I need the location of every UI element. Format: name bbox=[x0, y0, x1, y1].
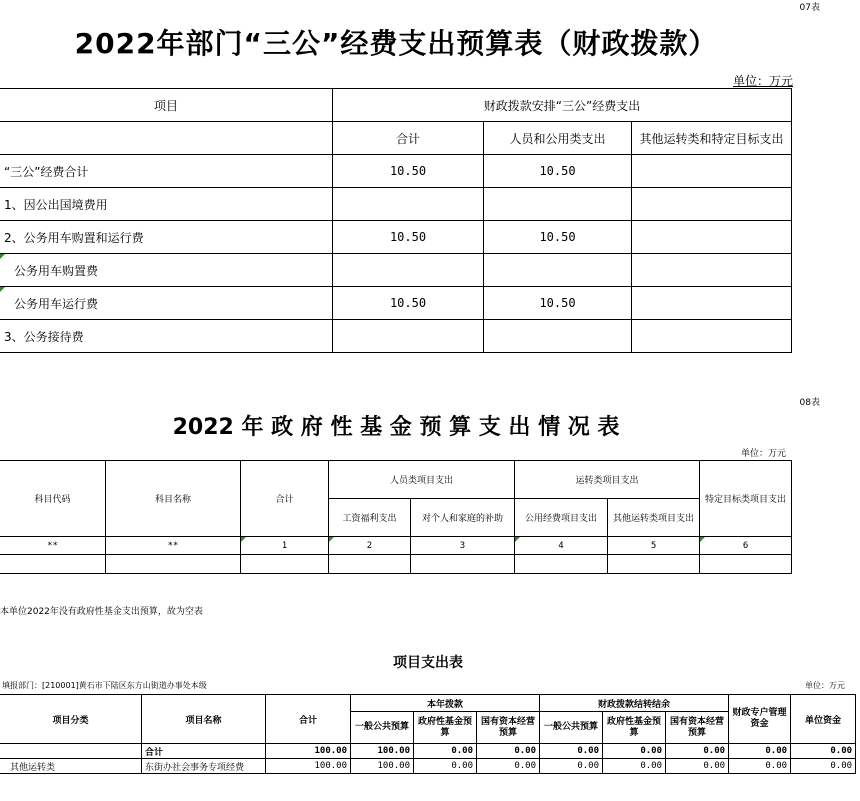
empty-cell bbox=[515, 555, 608, 574]
row-name: 3、公务接待费 bbox=[0, 320, 333, 353]
header-govfund: 政府性基金预算 bbox=[603, 712, 666, 744]
header-general: 一般公共预算 bbox=[540, 712, 603, 744]
row-total: 10.50 bbox=[333, 155, 484, 188]
row-other bbox=[632, 155, 792, 188]
row-personnel bbox=[484, 254, 632, 287]
table-row bbox=[0, 759, 856, 774]
row-personnel bbox=[484, 188, 632, 221]
header-transfer: 运转类项目支出 bbox=[515, 461, 700, 499]
row-value: 0.00 bbox=[603, 744, 666, 759]
header-govfund: 政府性基金预算 bbox=[414, 712, 477, 744]
row-other bbox=[632, 188, 792, 221]
row-value: 0.00 bbox=[477, 759, 540, 774]
unit-label: 单位：万元 bbox=[805, 681, 845, 690]
row-value: 0.00 bbox=[729, 759, 791, 774]
row-value: 0.00 bbox=[414, 744, 477, 759]
header-total: 合计 bbox=[241, 461, 329, 537]
row-total bbox=[333, 320, 484, 353]
header-group: 财政拨款安排“三公”经费支出 bbox=[333, 89, 792, 122]
page-title-project: 项目支出表 bbox=[393, 655, 463, 671]
header-name: 科目名称 bbox=[106, 461, 241, 537]
row-name: 1、因公出国境费用 bbox=[0, 188, 333, 221]
empty-cell bbox=[241, 555, 329, 574]
empty-note: 本单位2022年没有政府性基金支出预算，故为空表 bbox=[0, 607, 203, 617]
row-value: 100.00 bbox=[351, 744, 414, 759]
row-value: 0.00 bbox=[414, 759, 477, 774]
index-row bbox=[0, 537, 792, 555]
row-value: 0.00 bbox=[791, 744, 856, 759]
table-row bbox=[0, 221, 792, 254]
row-value: 0.00 bbox=[477, 744, 540, 759]
row-value: 0.00 bbox=[666, 759, 729, 774]
row-name: 公务用车运行费 bbox=[0, 287, 333, 320]
table-row bbox=[0, 254, 792, 287]
header-unit: 单位资金 bbox=[791, 695, 856, 744]
index-cell: 6 bbox=[700, 537, 792, 555]
header-name: 项目名称 bbox=[142, 695, 266, 744]
row-name: 2、公务用车购置和运行费 bbox=[0, 221, 333, 254]
index-cell: 5 bbox=[608, 537, 700, 555]
row-value: 0.00 bbox=[791, 759, 856, 774]
row-name: 合计 bbox=[142, 744, 266, 759]
row-name: “三公”经费合计 bbox=[0, 155, 333, 188]
row-other bbox=[632, 221, 792, 254]
index-cell: 1 bbox=[241, 537, 329, 555]
header-personnel: 人员类项目支出 bbox=[329, 461, 515, 499]
row-total bbox=[333, 254, 484, 287]
header-total: 合计 bbox=[266, 695, 351, 744]
table-row bbox=[0, 555, 792, 574]
header-current: 本年拨款 bbox=[351, 695, 540, 712]
row-value: 0.00 bbox=[666, 744, 729, 759]
row-value: 0.00 bbox=[540, 759, 603, 774]
row-personnel: 10.50 bbox=[484, 287, 632, 320]
header-blank bbox=[0, 122, 333, 155]
page-title-sangong: 2022年部门“三公”经费支出预算表（财政拨款） bbox=[74, 27, 718, 60]
header-personnel: 人员和公用类支出 bbox=[484, 122, 632, 155]
unit-label: 单位：万元 bbox=[741, 449, 787, 459]
header-special: 财政专户管理资金 bbox=[729, 695, 791, 744]
header-otherop: 其他运转类项目支出 bbox=[608, 499, 700, 537]
row-value: 0.00 bbox=[603, 759, 666, 774]
empty-cell bbox=[0, 555, 106, 574]
empty-cell bbox=[608, 555, 700, 574]
sangong-table bbox=[0, 88, 792, 353]
row-total bbox=[333, 188, 484, 221]
index-cell: ** bbox=[0, 537, 106, 555]
table-row bbox=[0, 287, 792, 320]
row-personnel bbox=[484, 320, 632, 353]
header-item: 项目 bbox=[0, 89, 333, 122]
header-statecap: 国有资本经营预算 bbox=[666, 712, 729, 744]
table-code-08: 08表 bbox=[799, 398, 820, 408]
row-other bbox=[632, 320, 792, 353]
row-value: 0.00 bbox=[540, 744, 603, 759]
index-cell: 2 bbox=[329, 537, 411, 555]
header-general: 一般公共预算 bbox=[351, 712, 414, 744]
empty-cell bbox=[106, 555, 241, 574]
index-cell: ** bbox=[106, 537, 241, 555]
row-total: 10.50 bbox=[333, 221, 484, 254]
header-special: 特定目标类项目支出 bbox=[700, 461, 792, 537]
row-total: 10.50 bbox=[333, 287, 484, 320]
row-value: 100.00 bbox=[266, 744, 351, 759]
row-personnel: 10.50 bbox=[484, 155, 632, 188]
row-name: 东街办社会事务专项经费 bbox=[142, 759, 266, 774]
row-name: 公务用车购置费 bbox=[0, 254, 333, 287]
index-cell: 3 bbox=[411, 537, 515, 555]
row-value: 0.00 bbox=[729, 744, 791, 759]
header-class: 项目分类 bbox=[0, 695, 142, 744]
header-statecap: 国有资本经营预算 bbox=[477, 712, 540, 744]
table-row bbox=[0, 744, 856, 759]
empty-cell bbox=[411, 555, 515, 574]
row-other bbox=[632, 254, 792, 287]
row-value: 100.00 bbox=[266, 759, 351, 774]
index-cell: 4 bbox=[515, 537, 608, 555]
row-personnel: 10.50 bbox=[484, 221, 632, 254]
unit-label: 单位：万元 bbox=[733, 74, 794, 88]
table-code-07: 07表 bbox=[799, 3, 820, 13]
header-code: 科目代码 bbox=[0, 461, 106, 537]
row-class bbox=[0, 744, 142, 759]
row-class: 其他运转类 bbox=[0, 759, 142, 774]
row-other bbox=[632, 287, 792, 320]
header-salary: 工资福利支出 bbox=[329, 499, 411, 537]
project-table bbox=[0, 694, 856, 774]
table-row bbox=[0, 320, 792, 353]
dept-label: 填报部门：[210001]黄石市下陆区东方山街道办事处本级 bbox=[2, 681, 207, 690]
fund-table bbox=[0, 460, 792, 574]
header-total: 合计 bbox=[333, 122, 484, 155]
row-value: 100.00 bbox=[351, 759, 414, 774]
header-other: 其他运转类和特定目标支出 bbox=[632, 122, 792, 155]
header-public: 公用经费项目支出 bbox=[515, 499, 608, 537]
header-carry: 财政拨款结转结余 bbox=[540, 695, 729, 712]
empty-cell bbox=[700, 555, 792, 574]
empty-cell bbox=[329, 555, 411, 574]
header-family: 对个人和家庭的补助 bbox=[411, 499, 515, 537]
table-row bbox=[0, 155, 792, 188]
table-row bbox=[0, 188, 792, 221]
page-title-fund: 2022 年 政 府 性 基 金 预 算 支 出 情 况 表 bbox=[172, 415, 620, 440]
